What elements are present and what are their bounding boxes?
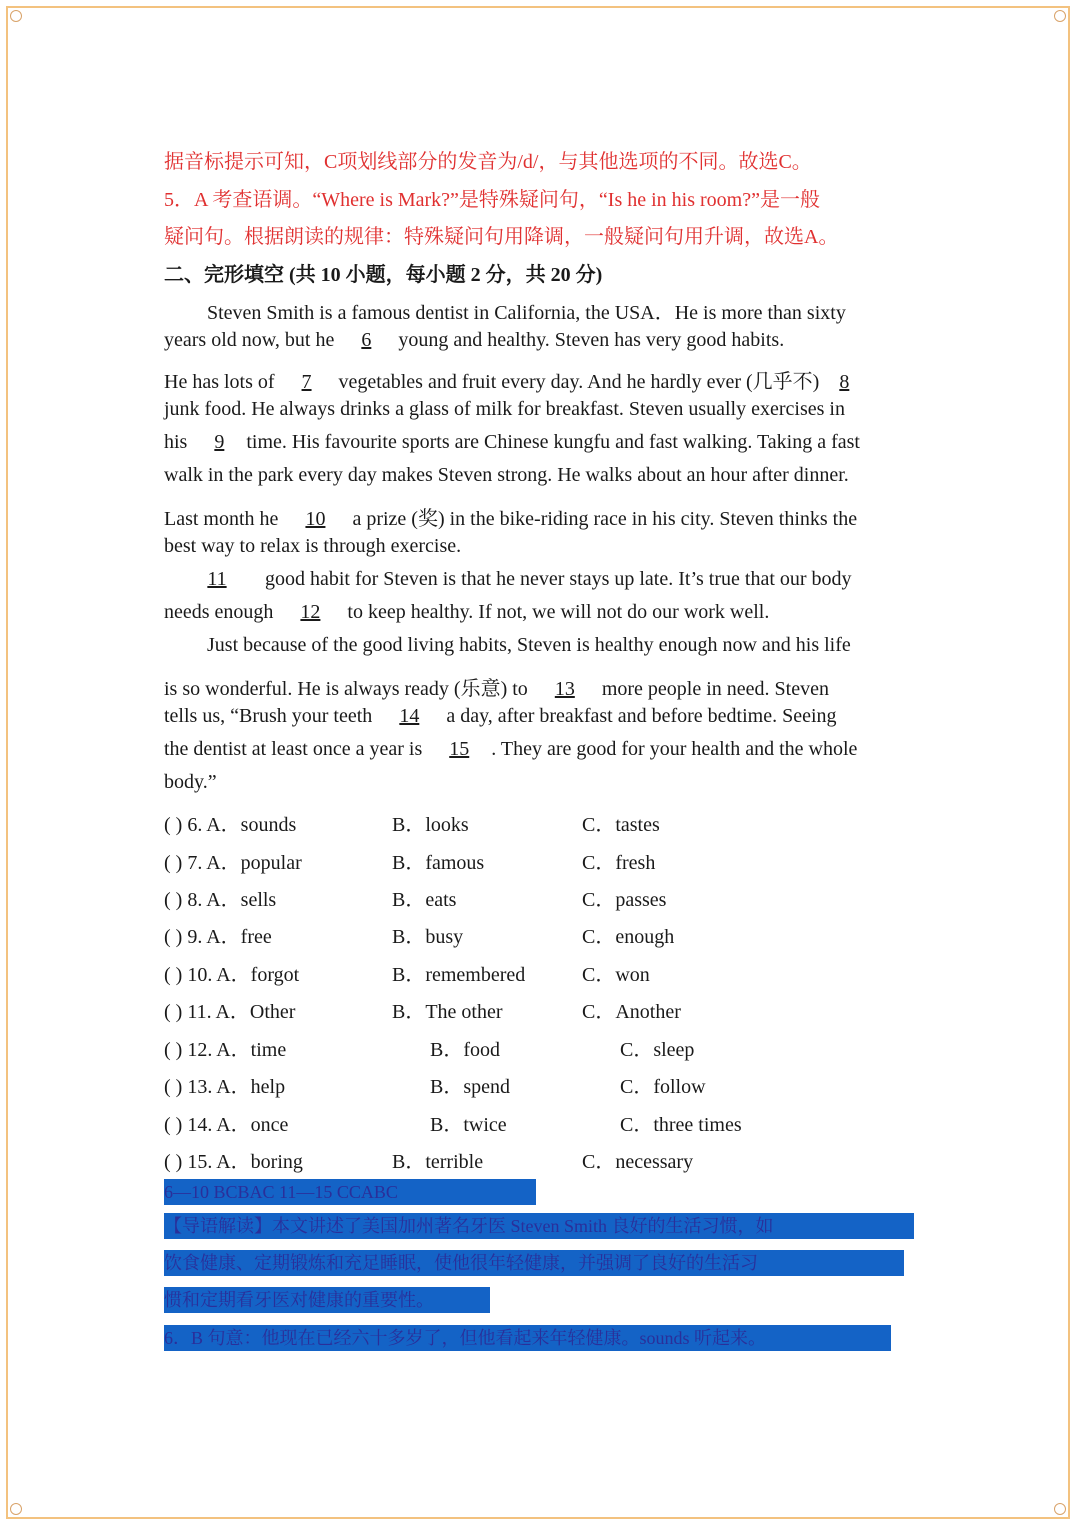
blank-14: 14 xyxy=(399,705,420,727)
option-b: B．spend xyxy=(430,1076,510,1098)
option-c: C．sleep xyxy=(620,1039,695,1061)
blank-13: 13 xyxy=(554,678,575,700)
blank-9: 9 xyxy=(214,431,225,453)
question-10: ( ) 10. A．forgot xyxy=(164,964,300,986)
blank-7: 7 xyxy=(301,371,312,393)
passage-line: best way to relax is through exercise. xyxy=(164,535,462,557)
option-b: B．looks xyxy=(392,814,469,836)
section-title: 二、完形填空 (共 10 小题，每小题 2 分，共 20 分) xyxy=(164,264,603,286)
option-b: B．famous xyxy=(392,852,485,874)
answer-note-line: 5．A 考查语调。“Where is Mark?”是特殊疑问句，“Is he in his room?”是一般 xyxy=(164,189,820,211)
passage-line: tells us, “Brush your teeth 14 a day, after breakfast and before bedtime. Seeing xyxy=(164,705,837,727)
passage-line: Just because of the good living habits, Steven is healthy enough now and his life xyxy=(207,634,851,656)
question-15: ( ) 15. A．boring xyxy=(164,1151,303,1173)
option-b: B．twice xyxy=(430,1114,507,1136)
option-b: B．The other xyxy=(392,1001,503,1023)
option-b: B．terrible xyxy=(392,1151,484,1173)
corner-ornament xyxy=(10,1503,22,1515)
blank-11: 11 xyxy=(207,568,227,590)
selected-answer-key[interactable]: 6—10 BCBAC 11—15 CCABC xyxy=(164,1182,398,1202)
option-c: C．enough xyxy=(582,926,675,948)
question-11: ( ) 11. A．Other xyxy=(164,1001,296,1023)
option-c: C．tastes xyxy=(582,814,660,836)
option-c: C．follow xyxy=(620,1076,706,1098)
blank-6: 6 xyxy=(361,329,372,351)
passage-line: junk food. He always drinks a glass of milk for breakfast. Steven usually exercises in xyxy=(164,398,845,420)
passage-line: years old now, but he 6 young and healthy. Steven has very good habits. xyxy=(164,329,785,351)
passage-line: walk in the park every day makes Steven strong. He walks about an hour after dinner. xyxy=(164,464,849,486)
passage-line: the dentist at least once a year is 15 . They are good for your health and the whole xyxy=(164,738,858,760)
selected-text-line[interactable]: 6．B 句意：他现在已经六十多岁了，但他看起来年轻健康。sounds 听起来。 xyxy=(164,1328,767,1348)
blank-10: 10 xyxy=(305,508,326,530)
option-c: C．necessary xyxy=(582,1151,694,1173)
question-7: ( ) 7. A．popular xyxy=(164,852,302,874)
passage-line: is so wonderful. He is always ready (乐意) to 13 more people in need. Steven xyxy=(164,678,829,700)
option-c: C．fresh xyxy=(582,852,656,874)
corner-ornament xyxy=(1054,10,1066,22)
corner-ornament xyxy=(1054,1503,1066,1515)
question-9: ( ) 9. A．free xyxy=(164,926,272,948)
option-b: B．eats xyxy=(392,889,457,911)
selected-text-line[interactable]: 【导语解读】本文讲述了美国加州著名牙医 Steven Smith 良好的生活习惯，如 xyxy=(164,1216,774,1236)
option-b: B．food xyxy=(430,1039,500,1061)
passage-line: 11 good habit for Steven is that he never stays up late. It’s true that our body xyxy=(174,568,852,591)
passage-line: Steven Smith is a famous dentist in California, the USA．He is more than sixty xyxy=(207,302,846,324)
selected-text-line[interactable]: 饮食健康、定期锻炼和充足睡眠，使他很年轻健康，并强调了良好的生活习 xyxy=(164,1253,758,1273)
passage-line: He has lots of 7 vegetables and fruit every day. And he hardly ever (几乎不) 8 xyxy=(164,365,864,394)
answer-note-line: 据音标提示可知，C项划线部分的发音为/d/，与其他选项的不同。故选C。 xyxy=(164,151,812,173)
blank-15: 15 xyxy=(449,738,470,760)
passage-line: his 9 time. His favourite sports are Chinese kungfu and fast walking. Taking a fast xyxy=(164,431,860,453)
blank-8: 8 xyxy=(839,371,850,393)
question-6: ( ) 6. A．sounds xyxy=(164,814,297,836)
option-c: C．passes xyxy=(582,889,667,911)
option-c: C．three times xyxy=(620,1114,742,1136)
option-b: B．remembered xyxy=(392,964,526,986)
question-8: ( ) 8. A．sells xyxy=(164,889,277,911)
corner-ornament xyxy=(10,10,22,22)
question-12: ( ) 12. A．time xyxy=(164,1039,287,1061)
question-13: ( ) 13. A．help xyxy=(164,1076,286,1098)
blank-12: 12 xyxy=(300,601,321,623)
passage-line: needs enough 12 to keep healthy. If not, we will not do our work well. xyxy=(164,601,770,623)
option-b: B．busy xyxy=(392,926,464,948)
option-c: C．Another xyxy=(582,1001,681,1023)
option-c: C．won xyxy=(582,964,650,986)
passage-line: Last month he 10 a prize (奖) in the bike-riding race in his city. Steven thinks the xyxy=(164,508,858,530)
selected-text-line[interactable]: 惯和定期看牙医对健康的重要性。 xyxy=(164,1290,434,1310)
passage-line: body.” xyxy=(164,771,217,793)
question-14: ( ) 14. A．once xyxy=(164,1114,289,1136)
answer-note-line: 疑问句。根据朗读的规律：特殊疑问句用降调，一般疑问句用升调，故选A。 xyxy=(164,226,839,248)
